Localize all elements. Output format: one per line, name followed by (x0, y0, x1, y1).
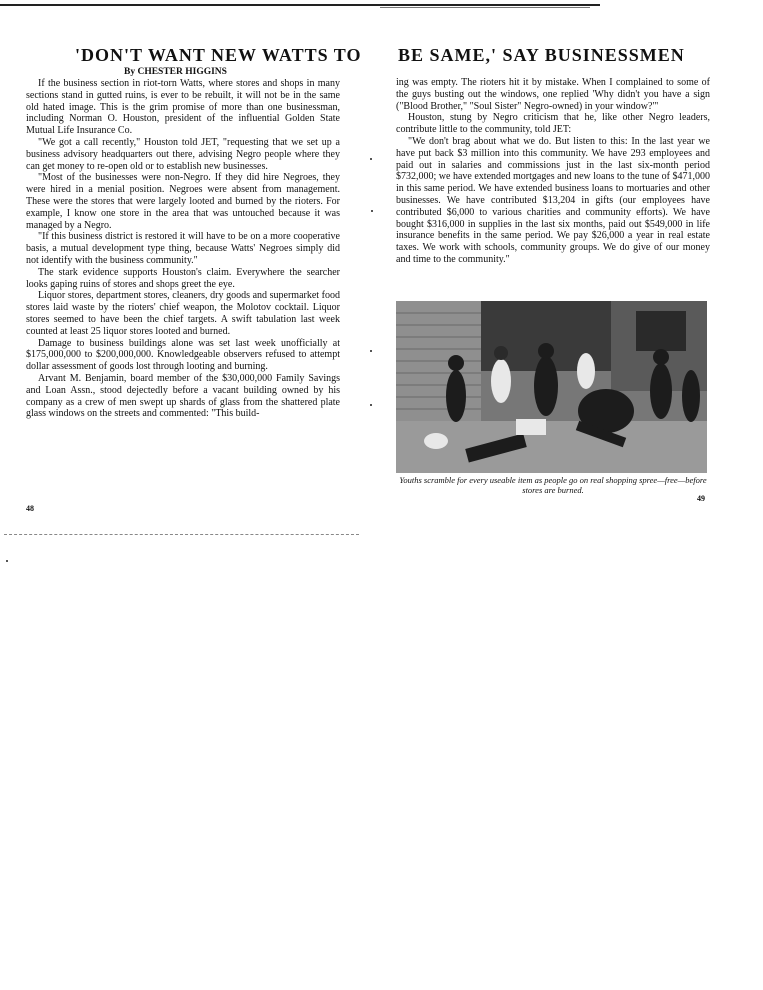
article-paragraph: Damage to business buildings alone was set last week unofficially at $175,000,000 to $200,000,000. Knowledgeable observers refused to attempt dollar assessment of goods lost through looting and burning. (26, 337, 340, 373)
article-paragraph: Liquor stores, department stores, cleaners, dry goods and supermarket food stores laid waste by the rioters' chief weapon, the Molotov cocktail. Liquor stores seemed to have been the chief targets. A swift tabulation last week counted at least 25 liquor stores looted and burned. (26, 290, 340, 337)
article-paragraph: Houston, stung by Negro criticism that he, like other Negro leaders, contribute little to the community, told JET: (396, 112, 710, 136)
article-paragraph: Arvant M. Benjamin, board member of the $30,000,000 Family Savings and Loan Assn., stood dejectedly before a vacant building owned by his company as a crew of men swept up shards of glass from the shattered plate glass windows on the streets and commented: "This build- (26, 372, 340, 420)
margin-speck (371, 210, 373, 212)
page-number-left: 48 (26, 504, 34, 513)
article-paragraph: "We got a call recently," Houston told JET, "requesting that we set up a business advisory headquarters out there, advising Negro people where they can get money to re-open old or to establish new businesses. (26, 136, 340, 172)
margin-speck (370, 404, 372, 406)
top-rule (0, 4, 600, 6)
byline: By CHESTER HIGGINS (124, 67, 227, 77)
article-paragraph: "If this business district is restored it will have to be on a more cooperative basis, a mutual development type thing, because Watts' Negroes simply did not identify with the business community." (26, 231, 340, 266)
top-rule-secondary (380, 7, 590, 8)
article-paragraph: ing was empty. The rioters hit it by mistake. When I complained to some of the guys busting out the windows, one replied 'Why didn't you have a sign ("Blood Brother," "Soul Sister" Negro-owned) in your window?'" (396, 77, 710, 112)
page-number-right: 49 (697, 494, 705, 503)
riot-photo (396, 301, 707, 473)
headline-left: 'DON'T WANT NEW WATTS TO (75, 45, 362, 65)
article-paragraph: "Most of the businesses were non-Negro. If they did hire Negroes, they were hired in a menial position. Negroes were absent from management. These were the stores that were largely looted and burned by the rioters. For example, I know one store in the area that was untouched because it was managed by a Negro. (26, 172, 340, 231)
margin-speck (370, 158, 372, 160)
photo-caption: Youths scramble for every useable item as people go on real shopping spree—free—before stores are burned. (399, 475, 707, 495)
bottom-rule (4, 534, 359, 535)
headline-right: BE SAME,' SAY BUSINESSMEN (398, 45, 685, 65)
article-paragraph: If the business section in riot-torn Watts, where stores and shops in many sections stand in gutted ruins, is ever to be rebuilt, it will not be in the same old hated image. This is the grim promise of more than one businessman, including Norman O. Houston, president of the influential Golden State Mutual Life Insurance Co. (26, 78, 340, 137)
article-column-left (26, 78, 340, 420)
riot-photo-illustration (396, 301, 707, 473)
article-column-right (396, 77, 710, 266)
margin-speck (6, 560, 8, 562)
article-paragraph: The stark evidence supports Houston's claim. Everywhere the searcher looks gaping ruins of stores and shops greet the eye. (26, 266, 340, 290)
article-paragraph: "We don't brag about what we do. But listen to this: In the last year we have put back $3 million into this community. We have 293 employees and paid out in salaries and commissions just in the last six-month period $732,000; we have extended mortgages and new loans to the tune of $471,000 in this same period. We have extended business loans to mortuaries and other businesses. We have contributed $13,204 in gifts (our employees have contributed $6,000 to various charities and community efforts). We have bought $316,000 in supplies in the last six months, paid out $549,000 in life insurance benefits in the same period. We pay $26,000 a year in real estate taxes. We work with schools, community groups. We do give of our money and time to the community." (396, 135, 710, 265)
margin-speck (370, 350, 372, 352)
